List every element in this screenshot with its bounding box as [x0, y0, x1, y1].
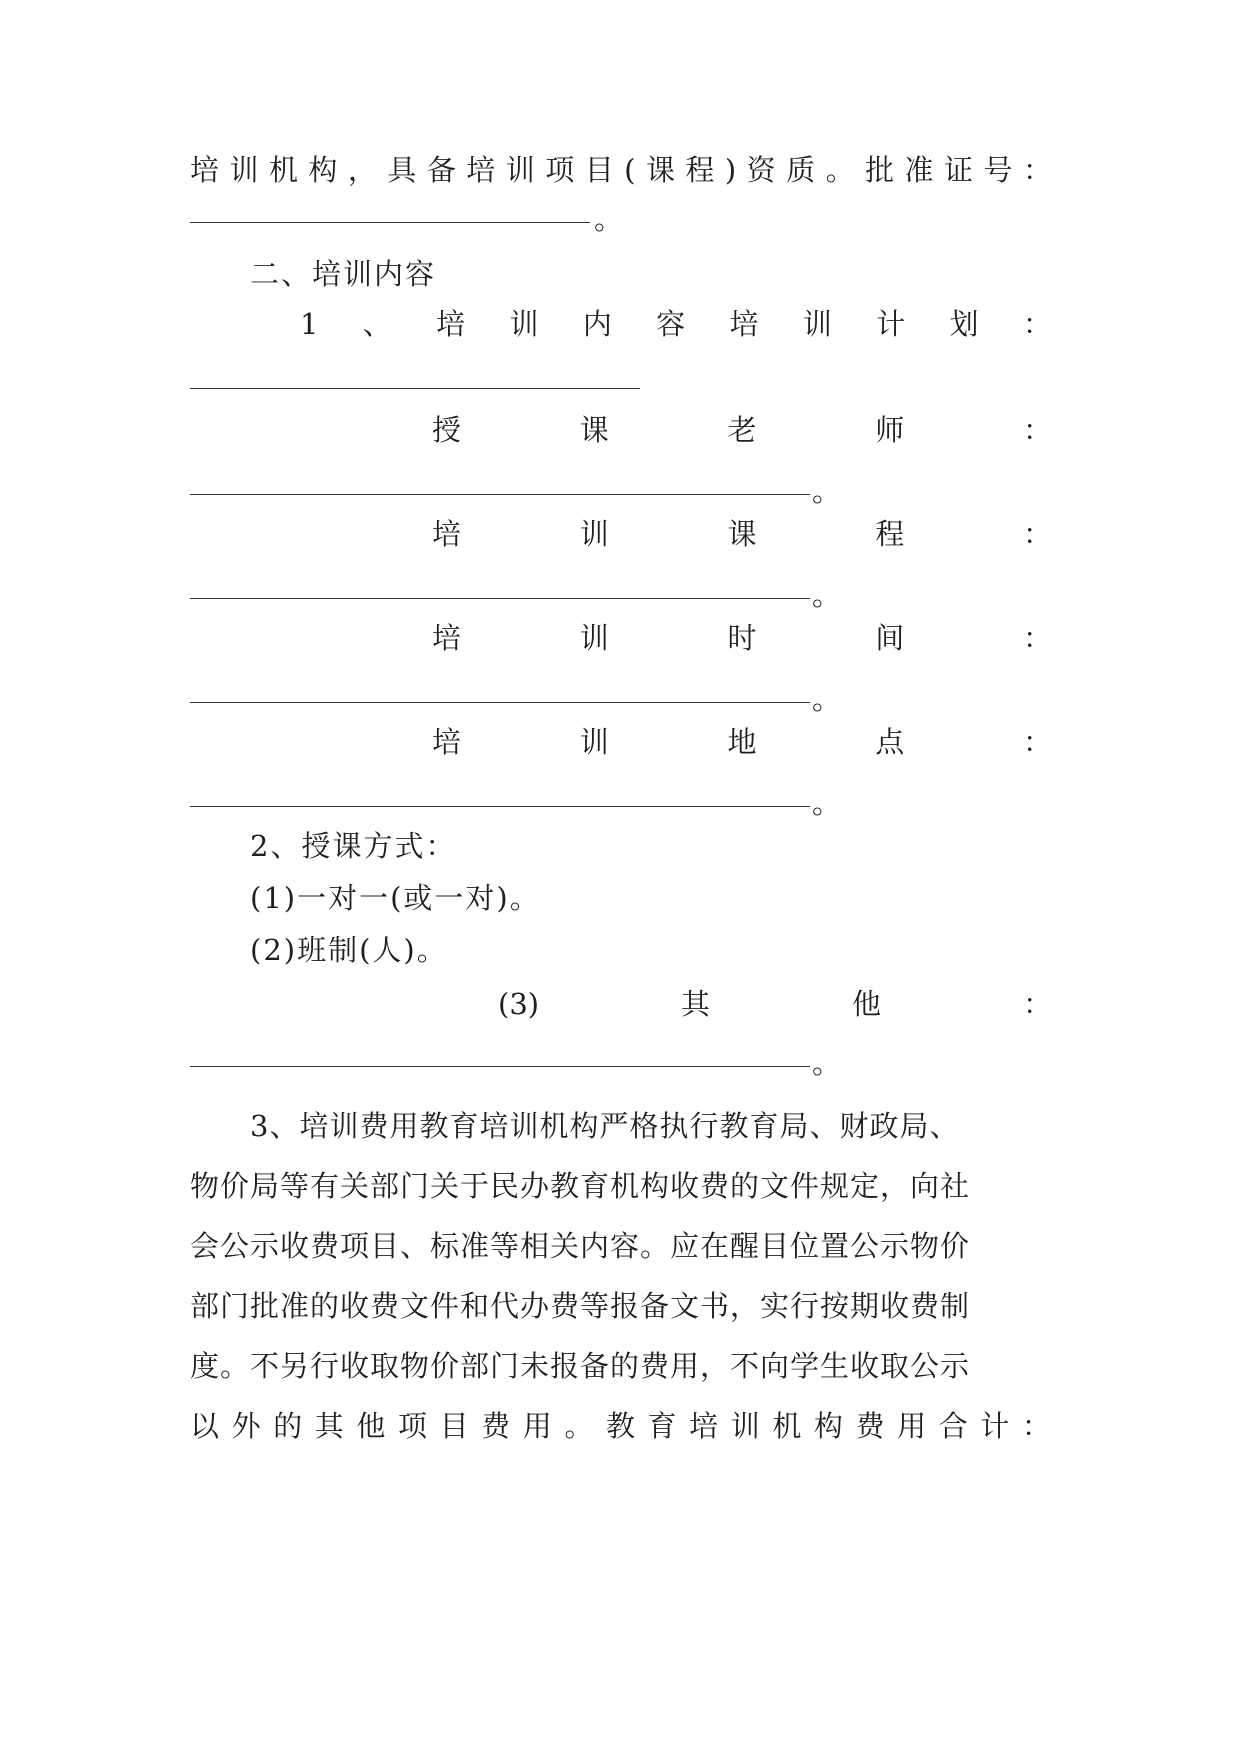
text-char: ， — [347, 153, 377, 187]
text-char: ： — [1022, 307, 1052, 341]
text-char: 训 — [505, 153, 535, 187]
text-char: 间 — [875, 621, 905, 655]
text-char: 计 — [980, 1409, 1011, 1443]
fee-paragraph — [190, 1096, 1052, 1456]
text-char: 机 — [772, 1409, 803, 1443]
text-char: 证 — [944, 153, 974, 187]
section-heading-training-content: 二、培训内容 — [250, 257, 437, 291]
text-char: 老 — [727, 413, 757, 447]
text-char: 资 — [746, 153, 776, 187]
underline — [190, 702, 810, 703]
text-char: 号 — [983, 153, 1013, 187]
text-char: 构 — [813, 1409, 844, 1443]
text-char: 培 — [432, 621, 462, 655]
text-char: 目 — [439, 1409, 470, 1443]
text-char: 其 — [681, 987, 711, 1021]
time-blank[interactable] — [190, 682, 842, 716]
text-char: 地 — [727, 725, 757, 759]
text-char: 合 — [938, 1409, 969, 1443]
text-char: 培 — [432, 725, 462, 759]
course-blank[interactable] — [190, 578, 842, 612]
text-char: 准 — [904, 153, 934, 187]
underline — [190, 388, 640, 389]
fee-paragraph-line: 会公示收费项目、标准等相关内容。应在醒目位置公示物价 — [190, 1229, 971, 1263]
teaching-method-1: (1)一对一(或一对)。 — [250, 881, 541, 915]
text-char: 的 — [273, 1409, 304, 1443]
text-char: 训 — [579, 517, 609, 551]
text-char: 其 — [314, 1409, 345, 1443]
period: 。 — [812, 578, 842, 612]
period: 。 — [812, 682, 842, 716]
period: 。 — [812, 786, 842, 820]
text-char: 教 — [605, 1409, 636, 1443]
text-char: 培 — [689, 1409, 720, 1443]
text-char: 训 — [730, 1409, 761, 1443]
approval-number-line — [190, 150, 1052, 190]
text-char: 用 — [897, 1409, 928, 1443]
text-char: 程 — [685, 153, 715, 187]
period: 。 — [812, 474, 842, 508]
text-char: 程 — [875, 517, 905, 551]
text-char: 容 — [656, 307, 686, 341]
teaching-method-3-line — [498, 984, 1052, 1024]
text-char: 项 — [545, 153, 575, 187]
text-char: ： — [1022, 621, 1052, 655]
text-char: 点 — [875, 725, 905, 759]
text-char: 授 — [432, 413, 462, 447]
teaching-method-2: (2)班制(人)。 — [250, 933, 448, 967]
text-char: ： — [1022, 987, 1052, 1021]
text-char: 机 — [268, 153, 298, 187]
text-char: 培 — [466, 153, 496, 187]
text-char: 用 — [522, 1409, 553, 1443]
text-char: 计 — [876, 307, 906, 341]
text-char: ： — [1022, 725, 1052, 759]
text-char: 训 — [579, 621, 609, 655]
teaching-method-3-number: (3) — [498, 987, 540, 1021]
underline — [190, 222, 590, 223]
text-char: 构 — [308, 153, 338, 187]
text-char: 师 — [875, 413, 905, 447]
text-char: 费 — [855, 1409, 886, 1443]
teaching-method-title: 2、授课方式： — [250, 829, 457, 863]
text-char: 以 — [190, 1409, 221, 1443]
text-char: 训 — [509, 307, 539, 341]
text-char: 外 — [231, 1409, 262, 1443]
place-blank[interactable] — [190, 786, 842, 820]
text-char: 。 — [564, 1409, 595, 1443]
teacher-blank[interactable] — [190, 474, 842, 508]
training-plan-blank[interactable] — [190, 370, 650, 400]
text-char: 培 — [432, 517, 462, 551]
fee-paragraph-line: 3、培训费用教育培训机构严格执行教育局、财政局、 — [250, 1109, 960, 1143]
text-char: ) — [724, 153, 737, 187]
text-char: 训 — [229, 153, 259, 187]
underline — [190, 1066, 810, 1067]
period: 。 — [594, 202, 624, 236]
approval-number-blank[interactable] — [190, 202, 624, 236]
text-char: 。 — [825, 153, 855, 187]
text-char: 费 — [481, 1409, 512, 1443]
underline — [190, 598, 810, 599]
text-char: 课 — [645, 153, 675, 187]
text-char: 课 — [579, 413, 609, 447]
text-char: 1 — [300, 307, 319, 341]
text-char: 质 — [786, 153, 816, 187]
time-label-line — [432, 618, 1052, 658]
text-char: 目 — [584, 153, 614, 187]
text-char: ： — [1021, 1409, 1052, 1443]
place-label-line — [432, 722, 1052, 762]
text-char: 培 — [729, 307, 759, 341]
text-char: 课 — [727, 517, 757, 551]
text-char: ： — [1022, 413, 1052, 447]
training-plan-line — [300, 304, 1052, 344]
teaching-method-3-blank[interactable] — [190, 1046, 842, 1080]
fee-paragraph-line: 度。不另行收取物价部门未报备的费用，不向学生收取公示 — [190, 1349, 971, 1383]
text-char: ( — [624, 153, 636, 187]
text-char: 内 — [582, 307, 612, 341]
fee-total-line — [190, 1396, 1052, 1456]
period: 。 — [812, 1046, 842, 1080]
text-char: 他 — [356, 1409, 387, 1443]
text-char: 划 — [949, 307, 979, 341]
underline — [190, 494, 810, 495]
text-char: ： — [1022, 153, 1052, 187]
fee-paragraph-line: 物价局等有关部门关于民办教育机构收费的文件规定，向社 — [190, 1169, 971, 1203]
course-label-line — [432, 514, 1052, 554]
underline — [190, 806, 810, 807]
text-char: 、 — [362, 307, 392, 341]
text-char: ： — [1022, 517, 1052, 551]
text-char: 训 — [802, 307, 832, 341]
text-char: 育 — [647, 1409, 678, 1443]
text-char: 培 — [190, 153, 220, 187]
text-char: 备 — [426, 153, 456, 187]
teacher-label-line — [432, 410, 1052, 450]
fee-paragraph-line: 部门批准的收费文件和代办费等报备文书，实行按期收费制 — [190, 1289, 971, 1323]
text-char: 培 — [436, 307, 466, 341]
text-char: 时 — [727, 621, 757, 655]
text-char: 项 — [397, 1409, 428, 1443]
text-char: 具 — [387, 153, 417, 187]
text-char: 他 — [852, 987, 882, 1021]
text-char: 批 — [865, 153, 895, 187]
text-char: 训 — [579, 725, 609, 759]
